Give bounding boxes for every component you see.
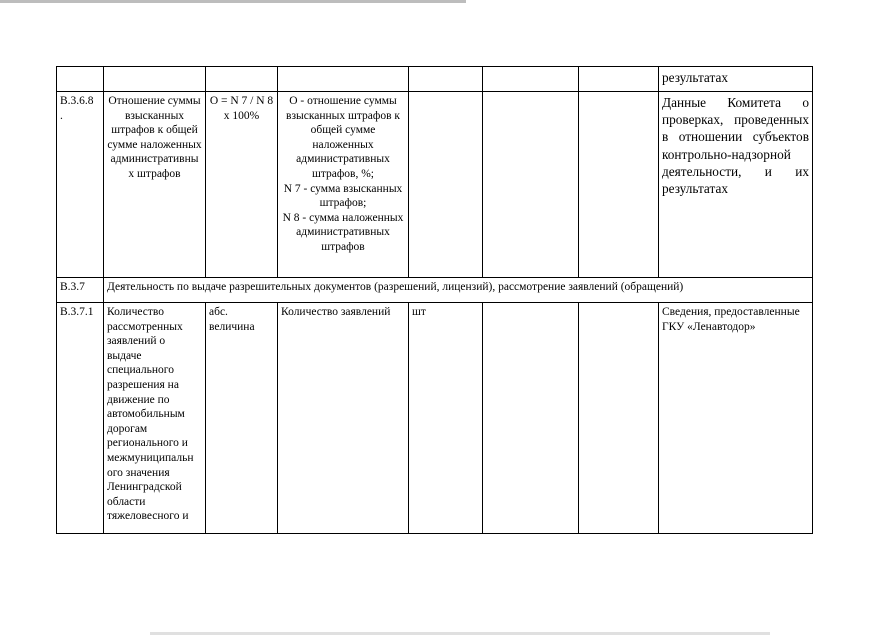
cell-number: В.3.7	[57, 278, 104, 303]
cell-col7	[579, 92, 659, 278]
cell-formula	[206, 67, 278, 92]
cell-formula: абс. величина	[206, 303, 278, 534]
cell-unit	[409, 67, 483, 92]
cell-source: Сведения, предоставленные ГКУ «Ленавтодор»	[659, 303, 813, 534]
cell-formula: O = N 7 / N 8 x 100%	[206, 92, 278, 278]
cell-col7	[579, 303, 659, 534]
cell-unit: шт	[409, 303, 483, 534]
cell-name: Количество рассмотренных заявлений о выдаче специального разрешения на движение по автомобильным дорогам регионального и межмуниципальн ого значения Ленинградской области тяжеловесного и	[104, 303, 206, 534]
scan-edge-top	[0, 0, 466, 3]
table-row-section-3-7	[57, 278, 813, 303]
section-title: Деятельность по выдаче разрешительных документов (разрешений, лицензий), рассмотрение заявлений (обращений)	[104, 278, 813, 303]
cell-unit	[409, 92, 483, 278]
cell-description: O - отношение суммы взысканных штрафов к общей сумме наложенных административных штрафов, %; N 7 - сумма взысканных штрафов; N 8 - сумма наложенных административных штрафов	[278, 92, 409, 278]
cell-col6	[483, 67, 579, 92]
cell-description: Количество заявлений	[278, 303, 409, 534]
cell-col6	[483, 92, 579, 278]
cell-number: В.3.6.8 .	[57, 92, 104, 278]
table-row-3-6-8	[57, 92, 813, 278]
table-row-continuation	[57, 67, 813, 92]
cell-col6	[483, 303, 579, 534]
cell-name	[104, 67, 206, 92]
cell-name: Отношение суммы взысканных штрафов к общей сумме наложенных административны х штрафов	[104, 92, 206, 278]
cell-source: результатах	[659, 67, 813, 92]
cell-col7	[579, 67, 659, 92]
cell-number	[57, 67, 104, 92]
cell-description	[278, 67, 409, 92]
table-row-3-7-1	[57, 303, 813, 534]
scan-edge-bottom	[150, 632, 770, 635]
cell-source: Данные Комитета о проверках, проведенных в отношении субъектов контрольно-надзорной деятельности, и их результатах	[659, 92, 813, 278]
cell-number: В.3.7.1	[57, 303, 104, 534]
indicators-table	[56, 66, 813, 534]
